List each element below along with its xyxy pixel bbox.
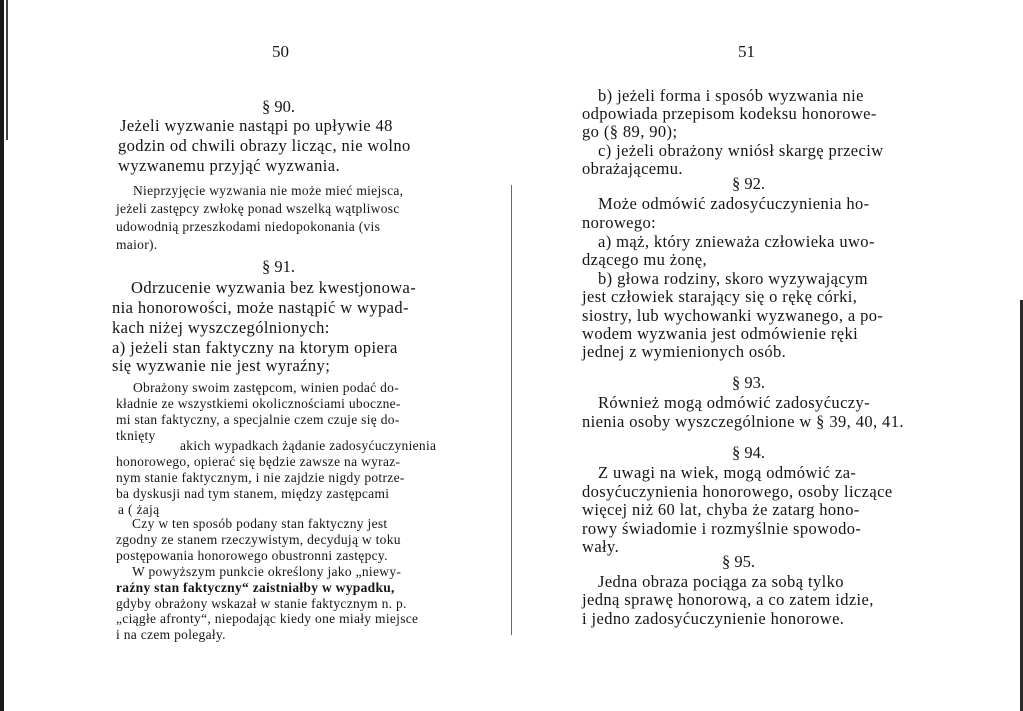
note-line: Czy w ten sposób podany stan faktyczny jest <box>132 516 388 531</box>
text-line: dosyćuczynienia honorowego, osoby liczące <box>582 482 893 501</box>
text-line: c) jeżeli obrażony wniósł skargę przeciw <box>598 141 884 160</box>
text-line: b) głowa rodziny, skoro wyzywającym <box>598 269 868 288</box>
note-line: gdyby obrażony wskazał w stanie faktycznym n. p. <box>116 596 407 611</box>
note-line: kładnie ze wszystkiemi okolicznościami uboczne- <box>116 396 401 411</box>
text-line: Jedna obraza pociąga za sobą tylko <box>598 572 844 591</box>
text-line: Również mogą odmówić zadosyćuczy- <box>598 393 871 412</box>
text-line: jest człowiek starający się o rękę córki, <box>582 287 858 306</box>
text-line: godzin od chwili obrazy licząc, nie wolno <box>118 136 411 155</box>
text-line: a) mąż, który znieważa człowieka uwo- <box>598 232 875 251</box>
note-line: raźny stan faktyczny“ zaistniałby w wypadku, <box>116 580 395 595</box>
note-line: nym stanie faktycznym, i nie zajdzie nigdy potrze- <box>116 470 405 485</box>
text-line: jedną sprawę honorową, a co zatem idzie, <box>582 590 874 609</box>
text-line: nienia osoby wyszczególnione w § 39, 40, 41. <box>582 412 904 431</box>
text-line: kach niżej wyszczególnionych: <box>112 318 330 337</box>
text-line: jednej z wymienionych osób. <box>582 342 787 361</box>
text-line: norowego: <box>582 213 657 232</box>
section-heading: § 93. <box>732 373 765 392</box>
text-line: jeżeli zastępcy zwłokę ponad wszelką wątpliwosc <box>116 201 400 216</box>
text-line: b) jeżeli forma i sposób wyzwania nie <box>598 86 864 105</box>
text-line: siostry, lub wychowanki wyzwanego, a po- <box>582 306 884 325</box>
text-line: go (§ 89, 90); <box>582 122 678 141</box>
text-line: i jedno zadosyćuczynienie honorowe. <box>582 609 845 628</box>
text-line: Jeżeli wyzwanie nastąpi po upływie 48 <box>120 116 393 135</box>
note-line: Obrażony swoim zastępcom, winien podać do- <box>133 380 400 395</box>
note-line: postępowania honorowego obustronni zastępcy. <box>116 548 388 563</box>
note-line: W powyższym punkcie określony jako „niewy- <box>132 564 402 579</box>
text-line: odpowiada przepisom kodeksu honorowe- <box>582 104 877 123</box>
scan-edge-left <box>0 0 4 711</box>
text-line: nia honorowości, może nastąpić w wypad- <box>112 298 409 317</box>
text-line: wodem wyzwania jest odmówienie ręki <box>582 324 859 343</box>
text-line: wyzwanemu przyjąć wyzwania. <box>118 156 340 175</box>
note-line: ba dyskusji nad tym stanem, między zastępcami <box>116 486 390 501</box>
right-page-number: 51 <box>738 42 755 61</box>
text-line: Nieprzyjęcie wyzwania nie może mieć miejsca, <box>133 183 404 198</box>
section-heading: § 95. <box>722 552 755 571</box>
left-page-number: 50 <box>272 42 289 61</box>
note-line: i na czem polegały. <box>116 627 226 642</box>
text-line: się wyzwanie nie jest wyraźny; <box>112 356 331 375</box>
section-heading: § 90. <box>262 97 295 116</box>
note-line: mi stan faktyczny, a specjalnie czem czuje się do- <box>116 412 400 427</box>
note-line: akich wypadkach żądanie zadosyćuczynienia <box>180 438 437 453</box>
text-line: Z uwagi na wiek, mogą odmówić za- <box>598 463 857 482</box>
note-line: a ( żają <box>118 502 160 517</box>
section-heading: § 94. <box>732 443 765 462</box>
text-line: Odrzucenie wyzwania bez kwestjonowa- <box>131 278 417 297</box>
text-line: maior). <box>116 237 158 252</box>
note-line: „ciągłe afronty“, niepodając kiedy one miały miejsce <box>116 611 419 626</box>
section-heading: § 92. <box>732 174 765 193</box>
scan-edge-left-inner <box>6 0 8 140</box>
text-line: dzącego mu żonę, <box>582 250 708 269</box>
text-line: rowy świadomie i rozmyślnie spowodo- <box>582 519 862 538</box>
text-line: więcej niż 60 lat, chyba że zatarg hono- <box>582 500 860 519</box>
text-line: a) jeżeli stan faktyczny na ktorym opiera <box>112 338 398 357</box>
note-line: zgodny ze stanem rzeczywistym, decydują w toku <box>116 532 401 547</box>
text-line: wały. <box>582 537 620 556</box>
section-heading: § 91. <box>262 257 295 276</box>
text-line: udowodnią przeszkodami niedopokonania (vis <box>116 219 381 234</box>
note-line: honorowego, opierać się będzie zawsze na wyraz- <box>116 454 401 469</box>
text-line: obrażającemu. <box>582 159 683 178</box>
text-line: Może odmówić zadosyćuczynienia ho- <box>598 194 870 213</box>
note-line: tknięty <box>116 428 156 443</box>
book-gutter <box>511 185 512 635</box>
